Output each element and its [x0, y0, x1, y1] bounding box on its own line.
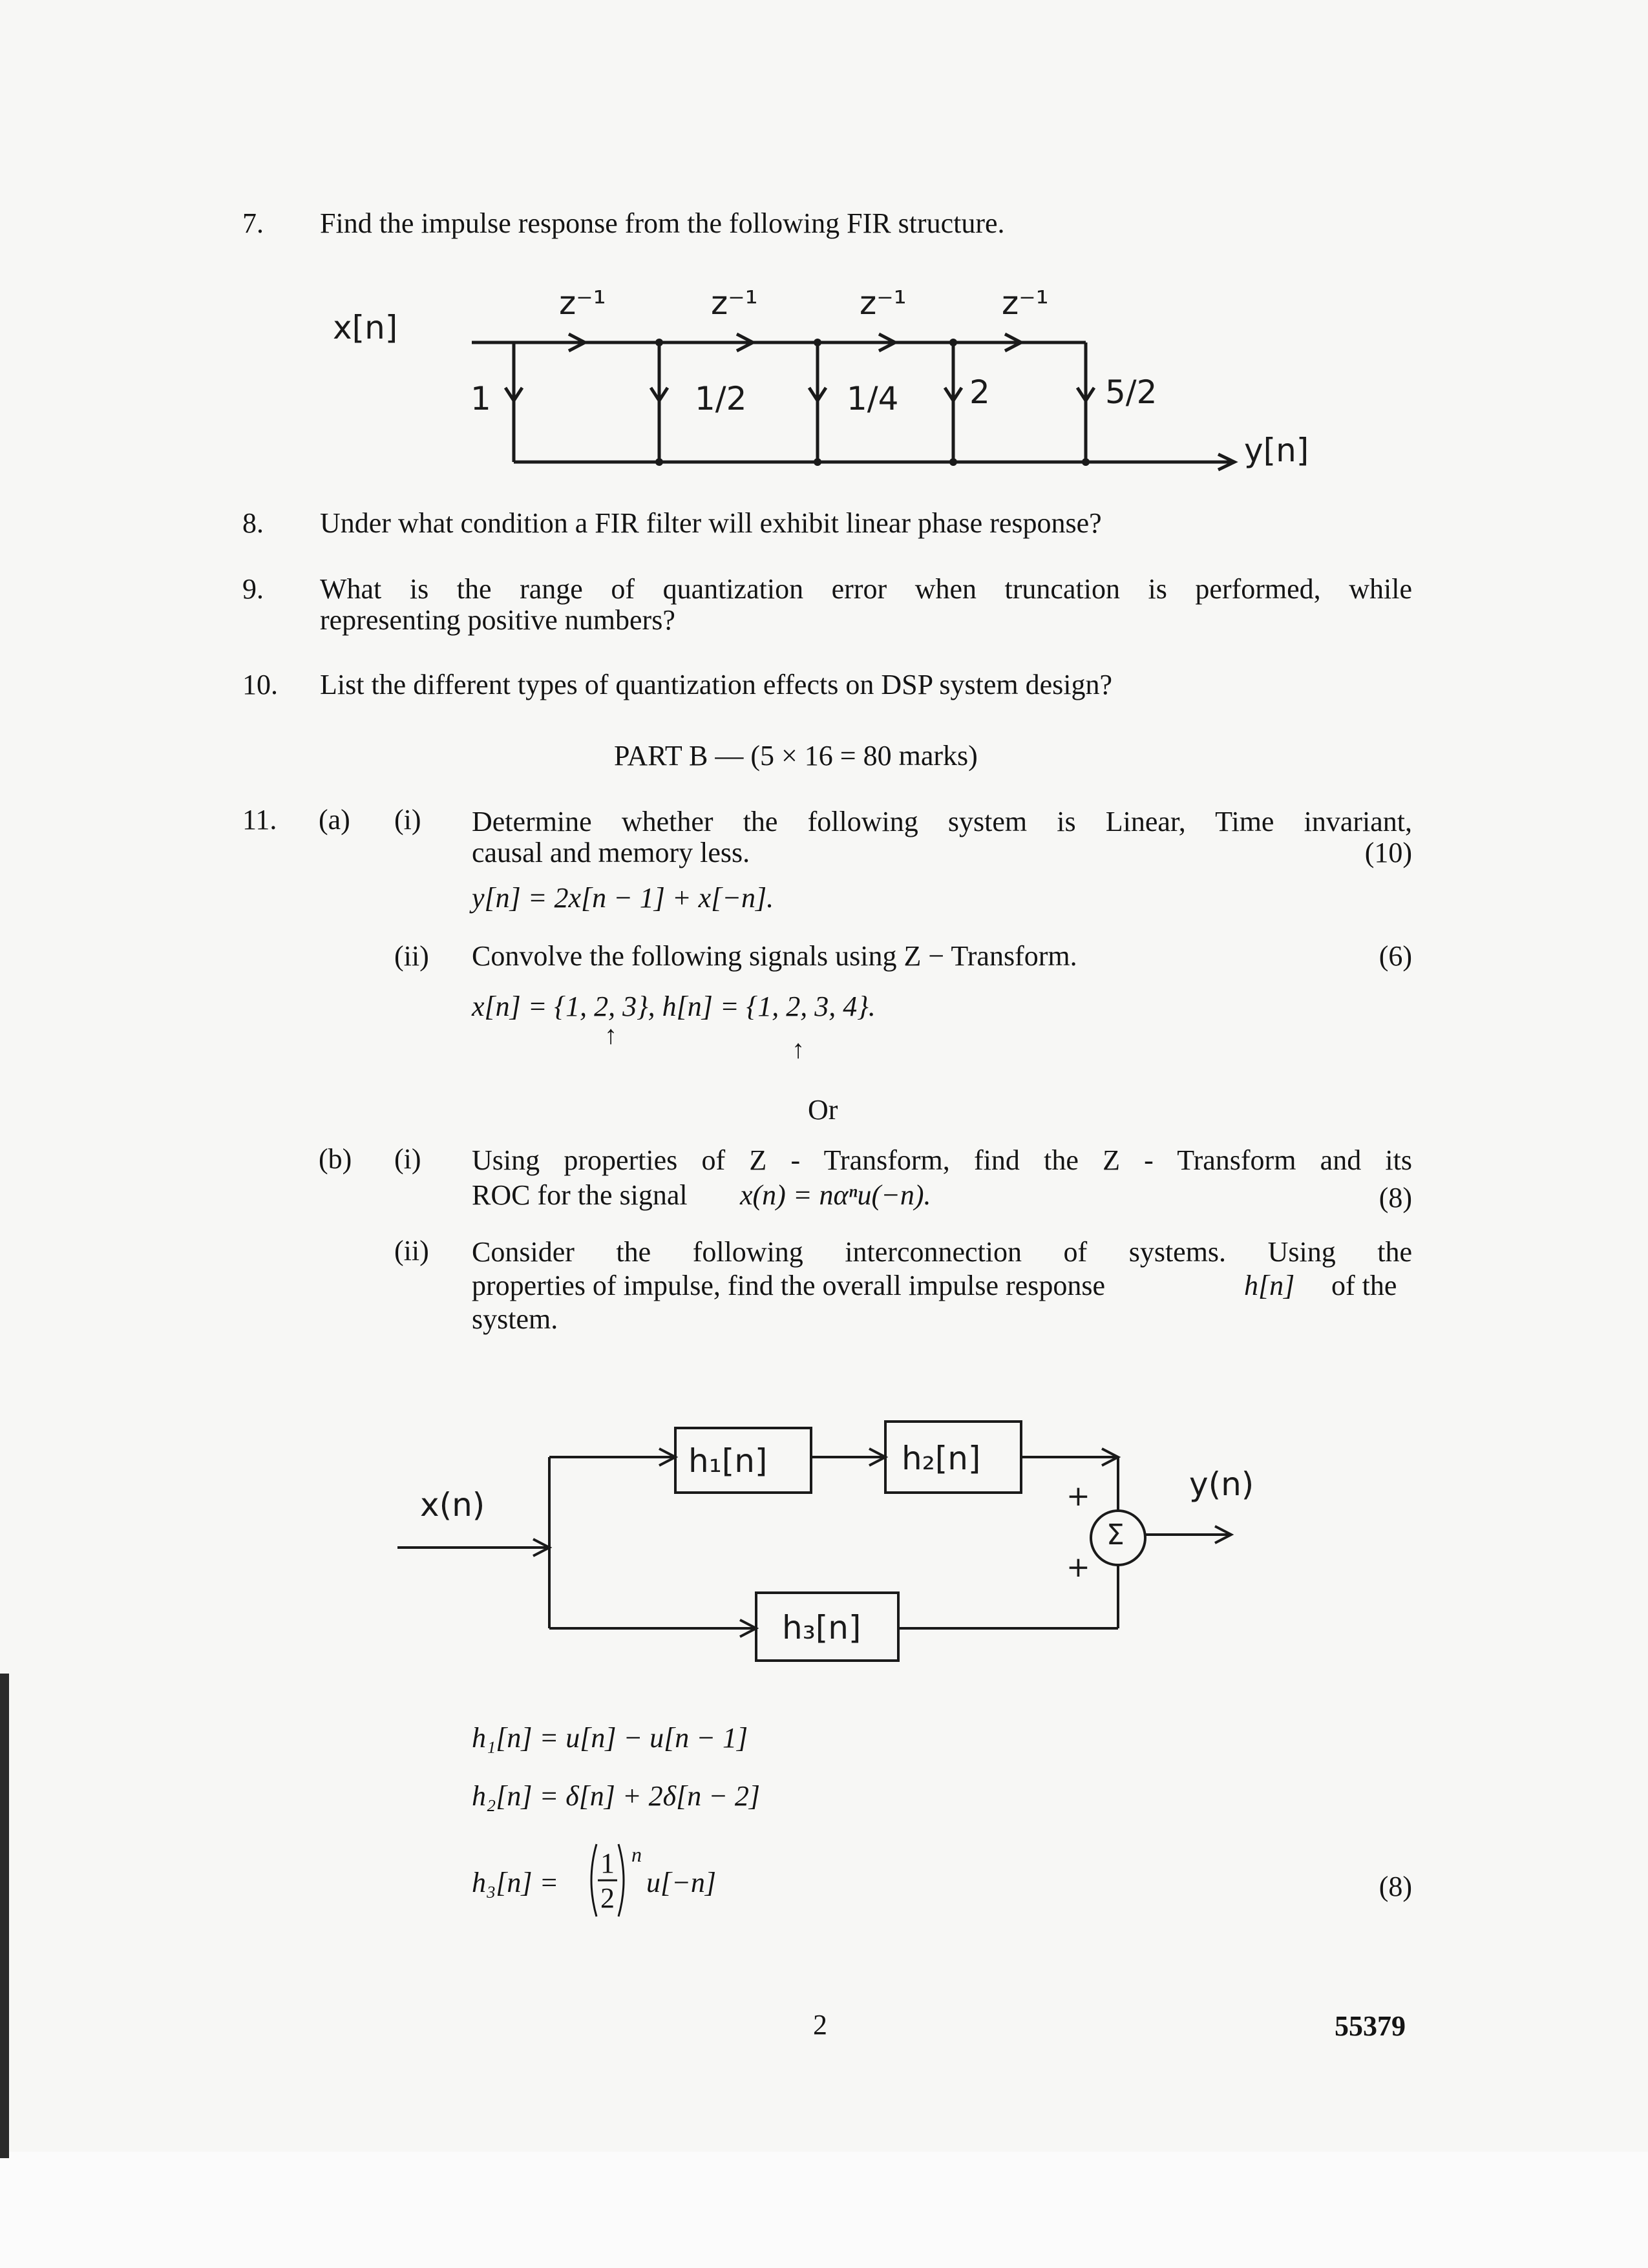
or-divider: Or [808, 1094, 838, 1126]
page-number: 2 [813, 2009, 827, 2041]
q10-number: 10. [242, 669, 278, 700]
h3-label: h₃[n] [782, 1609, 861, 1646]
q11a-ii-equation: x[n] = {1, 2, 3}, h[n] = {1, 2, 3, 4}. [472, 991, 876, 1022]
q11a-i-marks: (10) [1364, 837, 1412, 868]
h3-numerator: 1 [600, 1847, 615, 1879]
fir-coef-4: 5/2 [1105, 373, 1157, 411]
q11b-ii-hn: h[n] [1244, 1270, 1295, 1301]
fir-coef-1: 1/2 [695, 380, 747, 417]
sum-plus-top: + [1066, 1480, 1090, 1513]
system-output-label: y(n) [1189, 1465, 1254, 1503]
q11b-i-line1: Using properties of Z - Transform, find the Z - Transform and its [472, 1144, 1412, 1176]
q8-number: 8. [242, 507, 264, 539]
h1-definition: h₁[n] = u[n] − u[n − 1] [472, 1722, 748, 1754]
fir-coef-3: 2 [969, 373, 990, 411]
fir-coef-2: 1/4 [847, 380, 899, 417]
q11a-label: (a) [319, 804, 350, 835]
fir-delay-4: z⁻¹ [1002, 284, 1049, 322]
fir-coef-0: 1 [470, 380, 491, 417]
q11a-ii-text: Convolve the following signals using Z − Transform. [472, 940, 1077, 972]
h3-definition-rhs: u[−n] [646, 1867, 716, 1898]
q8-text: Under what condition a FIR filter will exhibit linear phase response? [320, 507, 1102, 539]
q11b-label: (b) [319, 1143, 352, 1175]
fir-delay-3: z⁻¹ [860, 284, 907, 322]
q11b-i-marks: (8) [1379, 1182, 1412, 1213]
h2-label: h₂[n] [902, 1440, 981, 1477]
h3-denominator: 2 [600, 1882, 615, 1914]
h2-definition: h₂[n] = δ[n] + 2δ[n − 2] [472, 1780, 761, 1812]
fir-delay-1: z⁻¹ [559, 284, 606, 322]
h1-label: h₁[n] [688, 1442, 768, 1480]
q11b-ii-line3: system. [472, 1303, 558, 1335]
partb-heading: PART B — (5 × 16 = 80 marks) [614, 740, 978, 772]
q11b-i-line2: ROC for the signal [472, 1179, 688, 1211]
paper-code: 55379 [1335, 2010, 1406, 2042]
sum-symbol: Σ [1106, 1518, 1125, 1551]
q10-text: List the different types of quantization effects on DSP system design? [320, 669, 1113, 700]
q11a-i-line2: causal and memory less. [472, 837, 750, 868]
q11b-ii-label: (ii) [394, 1235, 429, 1266]
fir-input-label: x[n] [333, 309, 398, 346]
q11b-ii-line2-end: of the [1331, 1270, 1397, 1301]
q11b-ii-line2: properties of impulse, find the overall impulse response [472, 1270, 1105, 1301]
q11a-ii-marks: (6) [1379, 940, 1412, 972]
h3-fraction [585, 1842, 630, 1919]
fir-delay-2: z⁻¹ [711, 284, 758, 322]
h3-definition-lhs: h₃[n] = [472, 1867, 559, 1898]
q7-number: 7. [242, 207, 264, 239]
q11a-i-equation: y[n] = 2x[n − 1] + x[−n]. [472, 882, 774, 914]
h-origin-arrow: ↑ [792, 1034, 805, 1064]
q11b-i-label: (i) [394, 1143, 421, 1175]
q11a-i-label: (i) [394, 804, 421, 835]
q11b-i-signal: x(n) = nαⁿu(−n). [740, 1179, 931, 1211]
q11a-i-line1: Determine whether the following system is Linear, Time invariant, [472, 806, 1412, 837]
q11a-ii-label: (ii) [394, 940, 429, 972]
q9-line1: What is the range of quantization error when truncation is performed, while [320, 573, 1412, 605]
sum-plus-bottom: + [1066, 1551, 1090, 1584]
q7-text: Find the impulse response from the following FIR structure. [320, 207, 1005, 239]
q11b-ii-line1: Consider the following interconnection of systems. Using the [472, 1236, 1412, 1268]
system-input-label: x(n) [420, 1486, 485, 1524]
h3-exponent: n [631, 1843, 642, 1866]
q11-number: 11. [242, 804, 277, 835]
q9-line2: representing positive numbers? [320, 604, 675, 636]
q11b-ii-marks: (8) [1379, 1871, 1412, 1902]
fir-output-label: y[n] [1244, 432, 1309, 469]
x-origin-arrow: ↑ [604, 1020, 617, 1049]
q9-number: 9. [242, 573, 264, 605]
